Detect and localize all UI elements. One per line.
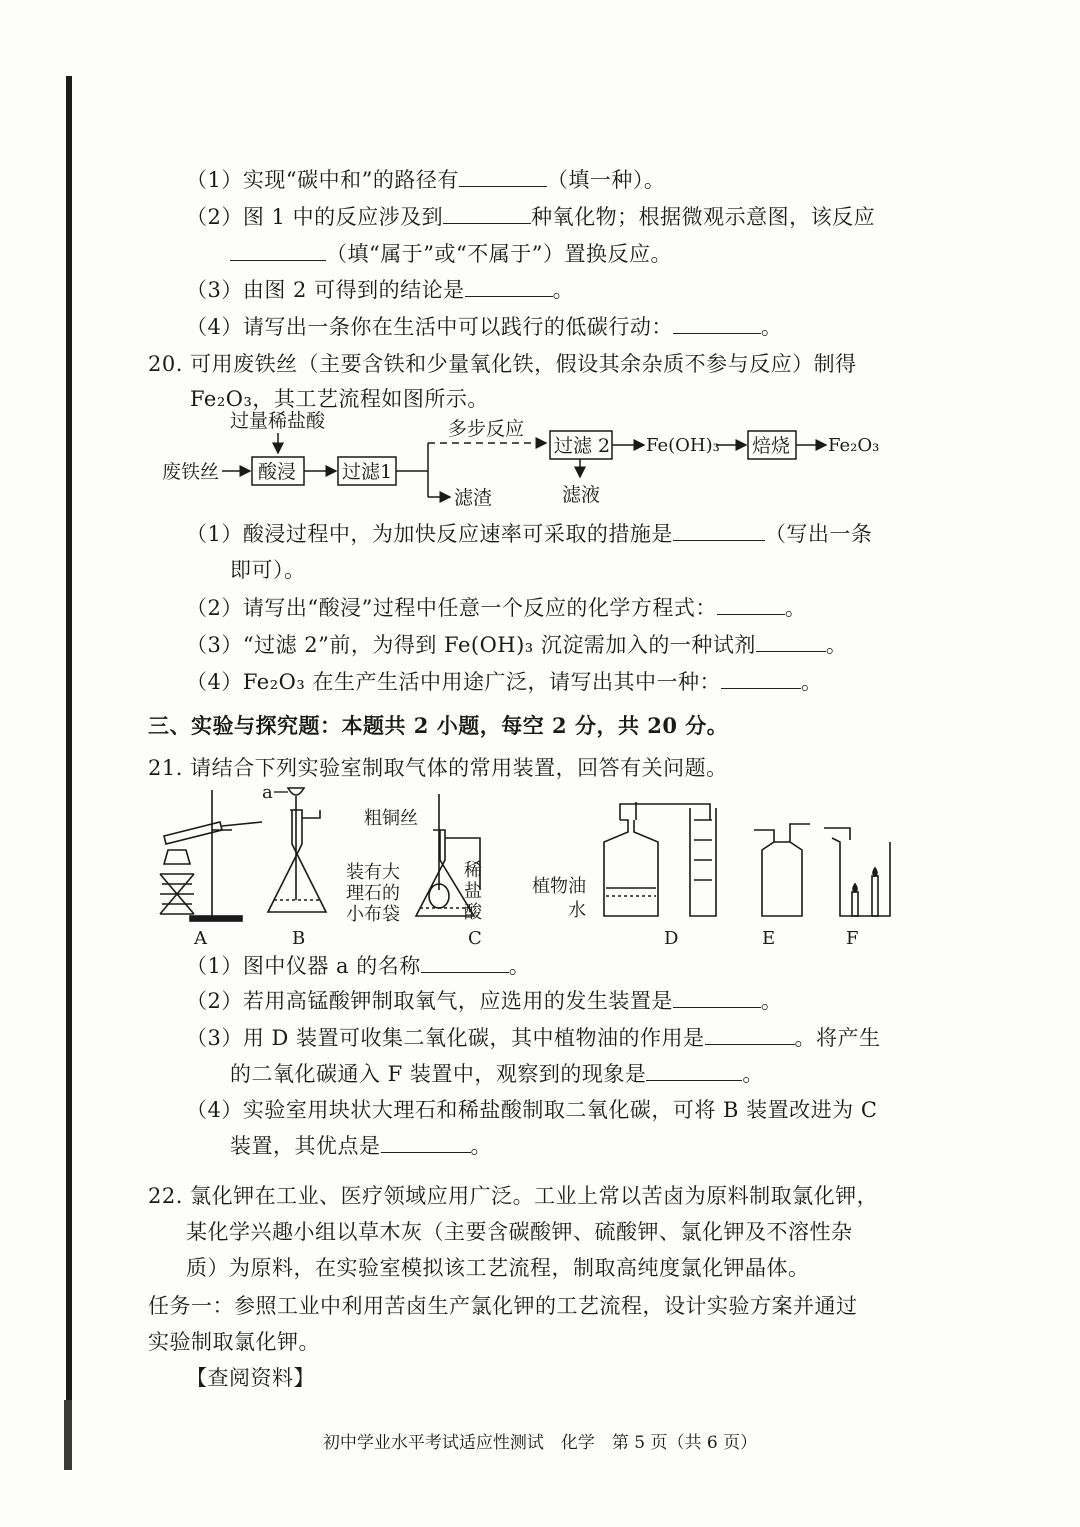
q20-sub1-text-a: （1）酸浸过程中，为加快反应速率可采取的措施是 [186,522,673,546]
q20-sub4 [186,668,822,696]
q21-sub4-text-b: 装置，其优点是 [230,1134,381,1158]
answer-blank[interactable] [381,1134,471,1153]
q22-stem-line2: 某化学兴趣小组以草木灰（主要含碳酸钾、硫酸钾、氯化钾及不溶性杂 [186,1220,853,1244]
q19-sub3-text-b: 。 [552,278,575,302]
q21-sub1 [186,952,530,980]
q19-sub3 [186,276,574,304]
label-C: C [468,928,482,949]
answer-blank[interactable] [465,278,553,297]
flow-reagent-label: 过量稀盐酸 [230,410,326,432]
flow-step4-label: 焙烧 [752,435,791,457]
flow-step2-label: 过滤1 [342,461,393,483]
q21-sub2-text-b: 。 [760,989,783,1013]
q19-sub2-cont [230,240,672,268]
answer-blank[interactable] [673,989,761,1008]
q19-sub2-text-b: 种氧化物；根据微观示意图，该反应 [531,205,876,229]
q22-reference-heading: 【查阅资料】 [186,1366,315,1390]
q21-sub3-text-c: 的二氧化碳通入 F 装置中，观察到的现象是 [230,1062,647,1086]
apparatus-a-stand [160,790,262,921]
flow-step1-label: 酸浸 [258,461,297,483]
q21-sub3-text-d: 。 [742,1062,764,1086]
label-acid-2: 盐 [464,881,482,902]
q20-sub3-text-b: 。 [825,633,848,657]
answer-blank[interactable] [673,315,761,334]
label-acid-3: 酸 [464,902,482,923]
q20-sub3 [186,631,847,659]
label-bag-line2: 理石的 [346,883,400,904]
answer-blank[interactable] [459,168,547,187]
q21-apparatus-diagram [150,780,900,950]
q19-sub1-text-a: （1）实现“碳中和”的路径有 [186,168,459,192]
q21-sub4: （4）实验室用块状大理石和稀盐酸制取二氧化碳，可将 B 装置改进为 C [186,1098,878,1122]
q20-sub4-text-a: （4）Fe₂O₃ 在生产生活中用途广泛，请写出其中一种： [186,670,721,694]
q19-sub4 [186,313,782,341]
q21-sub3-text-b: 。将产生 [794,1026,881,1050]
apparatus-d-bottle [604,802,716,916]
q22-task1-line1: 任务一：参照工业中利用苦卤生产氯化钾的工艺流程，设计实验方案并通过 [148,1294,858,1318]
q20-sub2-text-a: （2）请写出“酸浸”过程中任意一个反应的化学方程式： [186,596,717,620]
apparatus-e-bottle [754,824,810,916]
q21-stem: 21. 请结合下列实验室制取气体的常用装置，回答有关问题。 [148,756,728,780]
label-bag-line3: 小布袋 [346,904,400,925]
apparatus-f-beaker [824,828,890,916]
q21-sub4-cont [230,1132,492,1160]
answer-blank[interactable] [717,596,785,615]
q19-sub1 [186,166,665,194]
q19-sub4-text-a: （4）请写出一条你在生活中可以践行的低碳行动： [186,315,673,339]
q20-sub1 [186,520,872,548]
q19-sub2-text-a: （2）图 1 中的反应涉及到 [186,205,444,229]
flow-step3-label: 过滤 2 [554,435,611,457]
answer-blank[interactable] [721,670,801,689]
flow-residue-label: 滤渣 [454,487,493,509]
q21-sub2 [186,987,782,1015]
q21-sub3-cont [230,1060,764,1088]
q21-sub1-text-b: 。 [508,954,531,978]
flow-multi-label: 多步反应 [448,418,525,440]
q20-sub4-text-b: 。 [800,670,823,694]
q21-sub2-text-a: （2）若用高锰酸钾制取氧气，应选用的发生装置是 [186,989,673,1013]
binding-edge [66,76,72,1466]
label-E: E [762,928,776,949]
label-B: B [292,928,306,949]
q21-sub3-text-a: （3）用 D 装置可收集二氧化碳，其中植物油的作用是 [186,1026,705,1050]
q20-sub3-text-a: （3）“过滤 2”前，为得到 Fe(OH)₃ 沉淀需加入的一种试剂 [186,633,756,657]
q21-sub1-text-a: （1）图中仪器 a 的名称 [186,954,421,978]
label-acid-1: 稀 [464,860,482,881]
q19-sub2-text-c: （填“属于”或“不属于”）置换反应。 [326,242,672,266]
answer-blank[interactable] [230,242,326,261]
label-F: F [846,928,859,949]
flow-product2-label: Fe₂O₃ [828,435,880,456]
flow-filtrate-label: 滤液 [562,484,601,506]
flow-start-label: 废铁丝 [162,461,220,483]
label-copper-wire: 粗铜丝 [364,808,418,829]
section-heading: 三、实验与探究题：本题共 2 小题，每空 2 分，共 20 分。 [148,713,729,738]
apparatus-b-flask [268,788,326,912]
answer-blank[interactable] [756,633,826,652]
q20-sub2-text-b: 。 [784,596,807,620]
answer-blank[interactable] [443,205,531,224]
q19-sub1-text-b: （填一种）。 [546,168,666,192]
q20-stem-line1: 20. 可用废铁丝（主要含铁和少量氧化铁，假设其余杂质不参与反应）制得 [148,352,857,376]
q19-sub2 [186,203,875,231]
answer-blank[interactable] [705,1026,795,1045]
label-D: D [664,928,679,949]
answer-blank[interactable] [673,522,765,541]
flow-product1-label: Fe(OH)₃ [646,435,720,456]
label-bag-line1: 装有大 [346,862,400,883]
q19-sub3-text-a: （3）由图 2 可得到的结论是 [186,278,465,302]
answer-blank[interactable] [646,1062,742,1081]
q20-process-flow-diagram [150,405,890,520]
q20-sub1-text-b: （写出一条 [764,522,873,546]
label-A: A [194,928,207,949]
label-vegetable-oil: 植物油 [532,876,586,897]
q20-stem-line2: Fe₂O₃，其工艺流程如图所示。 [190,387,489,411]
q21-sub3 [186,1024,881,1052]
q20-sub2 [186,594,806,622]
label-water: 水 [568,900,586,921]
q22-stem-line1: 22. 氯化钾在工业、医疗领域应用广泛。工业上常以苦卤为原料制取氯化钾， [148,1184,879,1208]
page-footer: 初中学业水平考试适应性测试 化学 第 5 页（共 6 页） [322,1433,758,1453]
q22-stem-line3: 质）为原料，在实验室模拟该工艺流程，制取高纯度氯化钾晶体。 [186,1256,810,1280]
q20-sub1-cont: 即可）。 [230,558,306,582]
label-instrument-a: a [262,782,273,803]
answer-blank[interactable] [421,954,509,973]
q21-sub4-text-c: 。 [470,1134,492,1158]
q22-task1-line2: 实验制取氯化钾。 [148,1330,320,1354]
q19-sub4-text-b: 。 [760,315,783,339]
